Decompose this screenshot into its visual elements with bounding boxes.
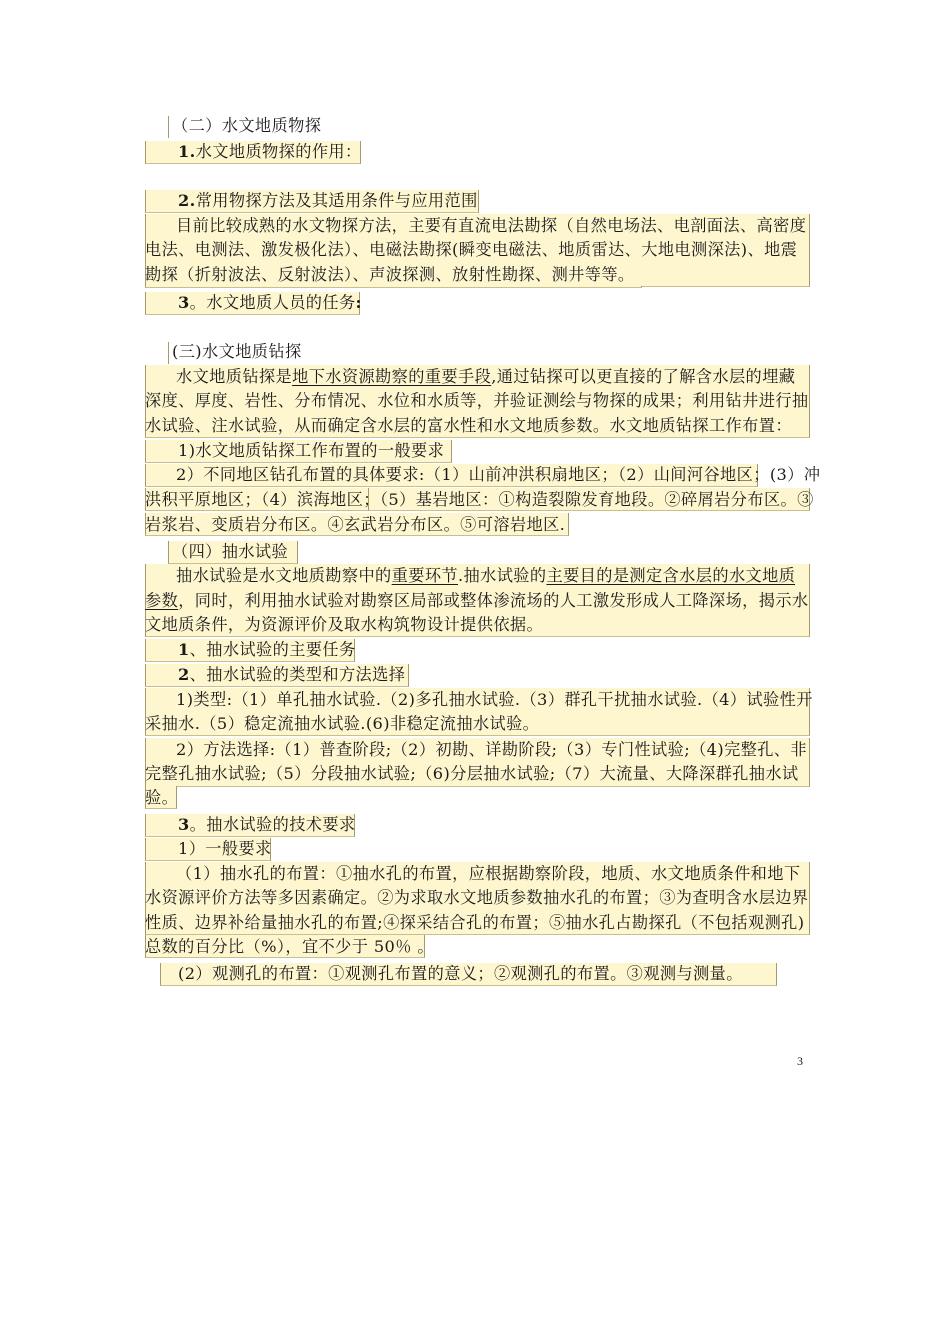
requirement-line: [145, 488, 814, 512]
page-number: 3: [797, 1054, 803, 1068]
item-text: 。水文地质人员的任务: [189, 293, 356, 312]
task-item: [178, 663, 405, 687]
underlined-text: 参数: [145, 591, 179, 610]
text-run: 洪积平原地区；（4）滨海地区；: [145, 490, 380, 509]
observation-line: (2）观测孔的布置：①观测孔布置的意义；②观测孔的布置。③观测与测量。: [178, 964, 743, 983]
layout-line: 性质、边界补给量抽水孔的布置;④探采结合孔的布置；⑤抽水孔占勘探孔（不包括观测孔): [145, 913, 805, 932]
paragraph-line: 水试验、注水试验，从而确定含水层的富水性和水文地质参数。水文地质钻探工作布置：: [145, 416, 792, 435]
text-run: 水文地质钻探是: [176, 367, 293, 386]
paragraph-line: 深度、厚度、岩性、分布情况、水位和水质等，并验证测绘与物探的成果；利用钻井进行抽: [145, 391, 809, 410]
item-number: 1.: [178, 142, 196, 161]
highlight-box: [145, 286, 642, 288]
paragraph-line: 文地质条件，为资源评价及取水构筑物设计提供依据。: [145, 615, 544, 634]
text-run: 抽水试验是水文地质勘察中的: [176, 566, 392, 585]
text-run: .抽水试验的: [458, 566, 547, 585]
heading-item-1: [178, 140, 362, 164]
text-run: ，同时，利用抽水试验对勘察区局部或整体渗流场的人工激发形成人工降深场，揭示水: [178, 591, 809, 610]
paragraph-line: [176, 564, 795, 588]
requirement-item: [176, 463, 820, 487]
types-line: 采抽水.（5）稳定流抽水试验.(6)非稳定流抽水试验。: [145, 714, 540, 733]
text-run: 2）不同地区钻孔布置的具体要求:（1）山前冲洪积扇地区；（2）山间河谷地区；: [176, 465, 770, 484]
underlined-text: 重要环节: [391, 566, 458, 585]
paragraph-line: 电法、电测法、激发极化法）、电磁法勘探(瞬变电磁法、地质雷达、大地电测深法)、地震: [145, 240, 798, 259]
item-number: 1: [178, 640, 190, 659]
underlined-text: 主要目的是: [546, 566, 630, 585]
layout-line: 水资源评价方法等多因素确定。②为求取水文地质参数抽水孔的布置；③为查明含水层边界: [145, 888, 809, 907]
types-line: 1)类型:（1）单孔抽水试验.（2)多孔抽水试验.（3）群孔干扰抽水试验.（4）试验性开: [176, 690, 813, 709]
item-colon: :: [355, 293, 362, 312]
general-requirement: 1）一般要求: [178, 839, 272, 858]
item-number: 2: [178, 665, 190, 684]
heading-item-2: [178, 189, 478, 213]
item-text: 、抽水试验的类型和方法选择: [189, 665, 406, 684]
section-heading-geophysics: （二）水文地质物探: [172, 116, 322, 135]
text-run: ,通过钻探可以更直接的了解含水层的埋藏: [491, 367, 796, 386]
methods-line: 完整孔抽水试验;（5）分段抽水试验;（6)分层抽水试验;（7）大流量、大降深群孔抽水试: [145, 764, 799, 783]
methods-line: 2）方法选择:（1）普查阶段;（2）初勘、详勘阶段;（3）专门性试验;（4)完整孔、非: [176, 740, 808, 759]
heading-item-3: [178, 291, 362, 315]
requirement-item: 1)水文地质钻探工作布置的一般要求: [178, 441, 445, 460]
item-text: 水文地质物探的作用：: [195, 142, 362, 161]
section-heading-pumping: （四）抽水试验: [172, 542, 289, 561]
section-heading-drilling: (三)水文地质钻探: [172, 342, 302, 361]
requirement-line: 岩浆岩、变质岩分布区。④玄武岩分布区。⑤可溶岩地区.: [145, 515, 566, 534]
text-run: （5）基岩地区：①构造裂隙发育地段。②碎屑岩分布区。③: [379, 490, 814, 509]
text-run: (3）冲: [769, 465, 821, 484]
paragraph-line: [176, 365, 795, 389]
task-item: [178, 813, 356, 837]
layout-line: （1）抽水孔的布置：①抽水孔的布置，应根据勘察阶段，地质、水文地质条件和地下: [176, 864, 801, 883]
item-number: 3: [178, 815, 190, 834]
item-number: 3: [178, 293, 190, 312]
underlined-text: 测定含水层的水文地质: [629, 566, 796, 585]
methods-line: 验。: [145, 788, 179, 807]
item-text: 。抽水试验的技术要求: [189, 815, 356, 834]
paragraph-line: 目前比较成熟的水文物探方法，主要有直流电法勘探（自然电场法、电剖面法、高密度: [176, 216, 807, 235]
item-text: 、抽水试验的主要任务: [189, 640, 356, 659]
task-item: [178, 638, 356, 662]
layout-line: 总数的百分比（%），宜不少于 50％ 。: [145, 937, 434, 956]
paragraph-line: [145, 589, 809, 613]
underlined-text: 地下水资源勘察的重要手段: [292, 367, 492, 386]
paragraph-line: 勘探（折射波法、反射波法）、声波探测、放射性勘探、测井等等。: [145, 265, 635, 284]
item-text: 常用物探方法及其适用条件与应用范围: [195, 191, 478, 210]
item-number: 2.: [178, 191, 196, 210]
